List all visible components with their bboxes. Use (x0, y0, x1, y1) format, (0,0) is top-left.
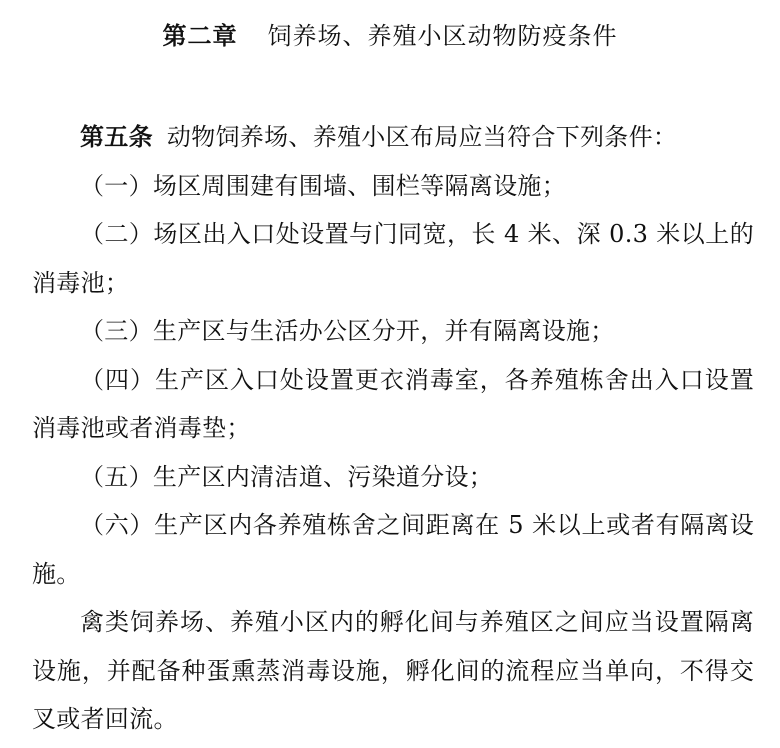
item-5: （五）生产区内清洁道、污染道分设； (80, 462, 494, 491)
chapter-label: 第二章 (162, 21, 238, 50)
item-3: （三）生产区与生活办公区分开，并有隔离设施； (80, 317, 615, 345)
item-6: （六）生产区内各养殖栋舍之间距离在 5 米以上或者有隔离设施。 (32, 511, 754, 588)
item-2: （二）场区出入口处设置与门同宽，长 4 米、深 0.3 米以上的消毒池； (32, 220, 754, 297)
article-intro-paragraph (32, 113, 754, 162)
chapter-heading (0, 14, 780, 58)
article-label: 第五条 (80, 122, 153, 151)
closing-paragraph: 禽类饲养场、养殖小区内的孵化间与养殖区之间应当设置隔离设施，并配备种蛋熏蒸消毒设施，孵化间的流程应当单向，不得交叉或者回流。 (32, 608, 754, 733)
article-intro-text: 动物饲养场、养殖小区布局应当符合下列条件： (166, 123, 678, 151)
item-4: （四）生产区入口处设置更衣消毒室，各养殖栋舍出入口设置消毒池或者消毒垫； (32, 365, 754, 442)
article-body (32, 113, 754, 744)
item-1: （一）场区周围建有围墙、围栏等隔离设施； (80, 171, 566, 200)
chapter-title: 饲养场、养殖小区动物防疫条件 (267, 22, 618, 50)
